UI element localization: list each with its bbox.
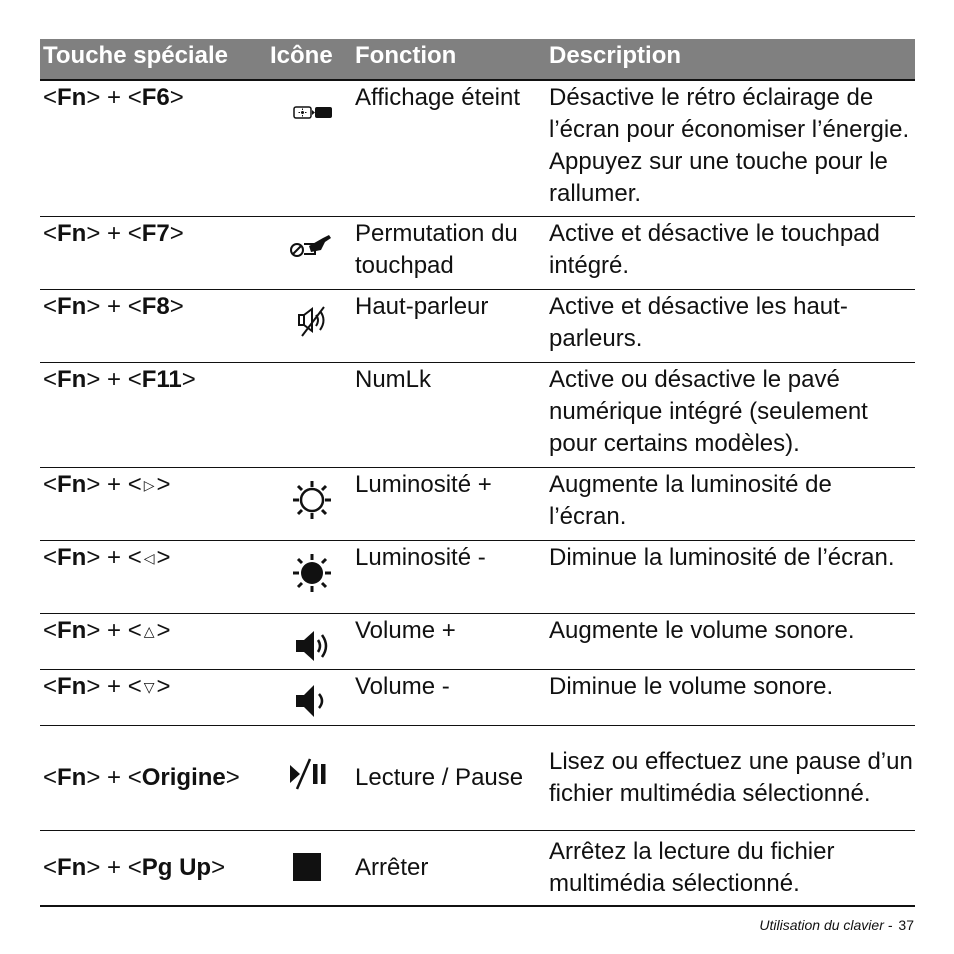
table-row: [40, 290, 915, 363]
key: Origine: [141, 764, 226, 791]
key-combo: <Fn> + <Origine>: [43, 764, 240, 791]
icon-cell: [269, 363, 355, 467]
brightness-up-icon: [290, 478, 334, 531]
key-combo: <Fn> + <F11>: [43, 366, 196, 393]
plus: +: [100, 764, 128, 791]
function-label: Affichage éteint: [355, 84, 521, 111]
description: Augmente le volume sonore.: [549, 617, 855, 644]
special-keys-table: [40, 39, 915, 907]
table-row: [40, 363, 915, 468]
display-off-icon: [289, 97, 335, 129]
header-function: Fonction: [355, 42, 457, 69]
function-label: Volume +: [355, 617, 456, 644]
icon-cell: [269, 831, 355, 905]
plus: +: [100, 854, 128, 881]
fn-key: Fn: [57, 471, 87, 498]
fn-key: Fn: [57, 854, 87, 881]
key-combo: <Fn> + <F6>: [43, 84, 184, 111]
plus: +: [100, 220, 128, 247]
table-row: [40, 726, 915, 831]
description: Lisez ou effectuez une pause d’un fichier multimédia sélectionné.: [549, 748, 913, 807]
key-combo: <Fn> + <F7>: [43, 220, 184, 247]
table-row: [40, 541, 915, 614]
table-row: [40, 217, 915, 290]
plus: +: [100, 84, 128, 111]
key: F8: [141, 293, 170, 320]
function-label: Permutation du touchpad: [355, 220, 518, 279]
fn-key: Fn: [57, 544, 87, 571]
fn-key: Fn: [57, 673, 87, 700]
key-combo: <Fn> + <Pg Up>: [43, 854, 226, 881]
play-pause-icon: [284, 756, 334, 801]
plus: +: [100, 471, 128, 498]
left-arrow-key-icon: ◁: [143, 549, 155, 566]
function-label: NumLk: [355, 366, 432, 393]
table-row: [40, 614, 915, 670]
key-combo: <Fn> + < △>: [40, 614, 269, 669]
header-icon: Icône: [270, 42, 333, 69]
table-row: [40, 831, 915, 907]
fn-key: Fn: [57, 293, 87, 320]
stop-icon: [292, 852, 322, 891]
plus: +: [100, 293, 128, 320]
description: Augmente la luminosité de l’écran.: [549, 471, 832, 530]
key-combo: <Fn> + <F8>: [43, 293, 184, 320]
header-key: Touche spéciale: [43, 42, 228, 69]
description: Diminue la luminosité de l’écran.: [549, 544, 895, 571]
description: Active et désactive les haut-parleurs.: [549, 293, 848, 352]
plus: +: [100, 366, 128, 393]
plus: +: [100, 617, 128, 644]
table-row: [40, 81, 915, 217]
icon-cell: [269, 217, 355, 289]
function-label: Arrêter: [355, 854, 429, 881]
table-row: [40, 468, 915, 541]
down-arrow-key-icon: ▽: [143, 678, 155, 695]
key: F7: [141, 220, 170, 247]
icon-cell: [269, 541, 355, 613]
speaker-mute-icon: [292, 304, 332, 347]
function-label: Luminosité +: [355, 471, 492, 498]
description: Arrêtez la lecture du fichier multimédia sélectionné.: [549, 838, 835, 897]
volume-up-icon: [292, 628, 332, 673]
fn-key: Fn: [57, 84, 87, 111]
description: Diminue le volume sonore.: [549, 673, 834, 700]
footer-section-title: Utilisation du clavier -: [759, 917, 893, 933]
fn-key: Fn: [57, 617, 87, 644]
description: Active ou désactive le pavé numérique intégré (seulement pour certains modèles).: [549, 366, 868, 457]
right-arrow-key-icon: ▷: [143, 476, 155, 493]
function-label: Lecture / Pause: [355, 764, 524, 791]
page-footer: [759, 917, 914, 933]
key-combo: <Fn> + < ▷>: [40, 468, 269, 540]
plus: +: [100, 673, 128, 700]
function-label: Volume -: [355, 673, 450, 700]
page-number: 37: [898, 917, 914, 933]
up-arrow-key-icon: △: [143, 622, 155, 639]
key: Pg Up: [141, 854, 212, 881]
icon-cell: [269, 468, 355, 540]
plus: +: [100, 544, 128, 571]
key-combo: <Fn> + < ◁>: [40, 541, 269, 613]
icon-cell: [269, 726, 355, 830]
icon-cell: [269, 614, 355, 669]
fn-key: Fn: [57, 220, 87, 247]
header-description: Description: [549, 42, 682, 69]
icon-cell: [269, 670, 355, 725]
description: Désactive le rétro éclairage de l’écran pour économiser l’énergie. Appuyez sur une touche pour le rallumer.: [549, 84, 910, 207]
description: Active et désactive le touchpad intégré.: [549, 220, 880, 279]
table-header: [40, 39, 915, 81]
icon-cell: [269, 290, 355, 362]
table-row: [40, 670, 915, 726]
function-label: Haut-parleur: [355, 293, 489, 320]
touchpad-toggle-icon: [289, 232, 335, 269]
function-label: Luminosité -: [355, 544, 486, 571]
fn-key: Fn: [57, 366, 87, 393]
key: F6: [141, 84, 170, 111]
fn-key: Fn: [57, 764, 87, 791]
volume-down-icon: [292, 682, 332, 729]
icon-cell: [269, 81, 355, 216]
brightness-down-icon: [290, 551, 334, 604]
key-combo: <Fn> + < ▽>: [40, 670, 269, 725]
key: F11: [141, 366, 182, 393]
